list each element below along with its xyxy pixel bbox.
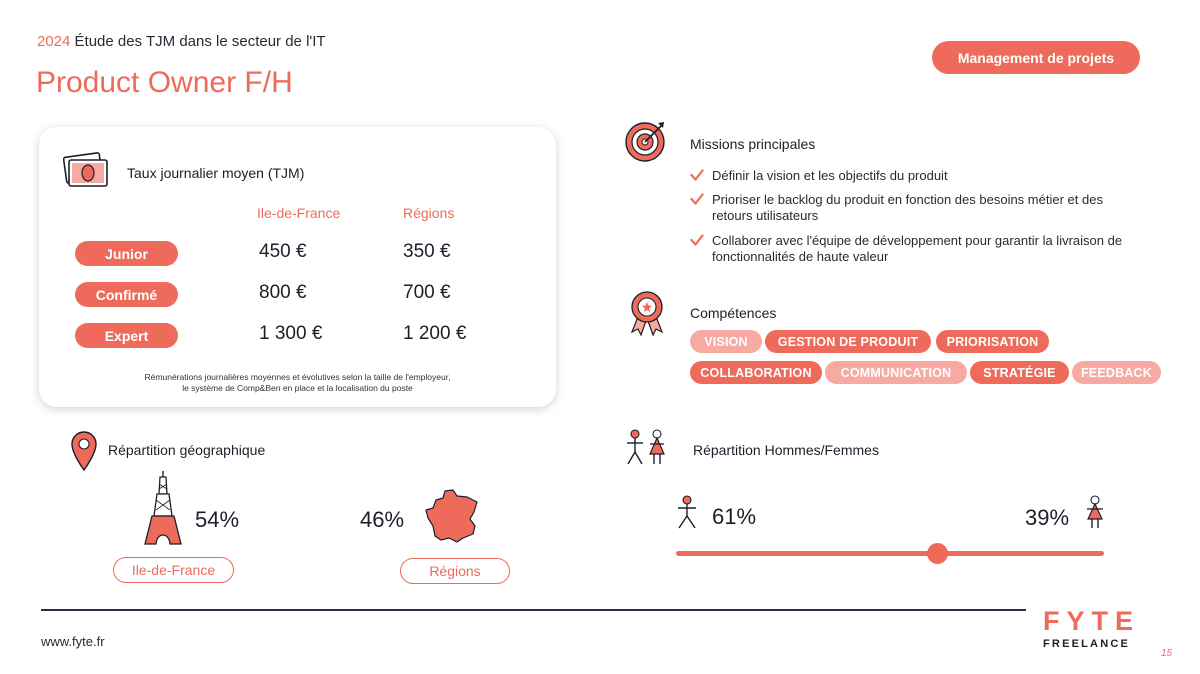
woman-icon — [1083, 495, 1107, 529]
report-year: 2024 — [37, 33, 71, 50]
category-badge[interactable]: Management de projets — [932, 41, 1140, 74]
skill-tag-vision: VISION — [690, 330, 762, 353]
tjm-value-confirme-regions: 700 € — [403, 282, 451, 303]
tjm-footnote-line1: Rémunérations journalières moyennes et évolutives selon la taille de l'employeur, — [144, 372, 451, 382]
tjm-heading: Taux journalier moyen (TJM) — [127, 165, 305, 181]
tjm-value-expert-idf: 1 300 € — [259, 323, 323, 344]
page-title: Product Owner F/H — [36, 66, 293, 99]
man-woman-icon — [624, 428, 670, 466]
tjm-footnote-line2: le système de Comp&Ben en place et la localisation du poste — [182, 383, 413, 393]
website-link[interactable]: www.fyte.fr — [41, 634, 105, 649]
report-subtitle-text: Étude des TJM dans le secteur de l'IT — [74, 33, 326, 50]
check-icon — [690, 233, 704, 247]
skill-tag-priorisation: PRIORISATION — [936, 330, 1049, 353]
mission-text: Collaborer avec l'équipe de développement pour garantir la livraison de fonctionnalités de haute valeur — [712, 233, 1123, 264]
idf-label-pill: Ile-de-France — [113, 557, 234, 583]
geo-title: Répartition géographique — [108, 442, 266, 458]
tjm-value-confirme-idf: 800 € — [259, 282, 307, 303]
page-number: 15 — [1161, 648, 1173, 659]
regions-percent: 46% — [360, 507, 405, 532]
gender-ratio-track — [676, 551, 1104, 556]
mission-item — [690, 168, 1130, 184]
missions-title: Missions principales — [690, 136, 816, 152]
skill-tag-feedback: FEEDBACK — [1072, 361, 1161, 384]
skills-title: Compétences — [690, 305, 777, 321]
column-header-idf: Ile-de-France — [257, 205, 341, 221]
mission-item — [690, 233, 1130, 265]
tjm-card — [39, 127, 556, 407]
map-pin-icon — [70, 430, 98, 472]
level-pill-confirme: Confirmé — [75, 282, 178, 307]
skill-tag-communication: COMMUNICATION — [825, 361, 967, 384]
regions-label-pill: Régions — [400, 558, 510, 584]
level-pill-expert: Expert — [75, 323, 178, 348]
tjm-footnote — [39, 372, 556, 394]
gender-ratio-marker — [927, 543, 948, 564]
skill-tag-gestion-produit: GESTION DE PRODUIT — [765, 330, 931, 353]
money-bills-icon — [63, 151, 113, 191]
award-rosette-icon — [627, 290, 667, 336]
tjm-value-junior-idf: 450 € — [259, 241, 307, 262]
brand-subtitle: FREELANCE — [1043, 638, 1131, 650]
report-subtitle — [37, 33, 326, 50]
mission-item — [690, 192, 1130, 224]
brand-logo: FYTE — [1043, 606, 1141, 636]
women-percent: 39% — [1025, 505, 1070, 530]
check-icon — [690, 192, 704, 206]
skill-tag-strategie: STRATÉGIE — [970, 361, 1069, 384]
level-pill-junior: Junior — [75, 241, 178, 266]
man-icon — [675, 495, 699, 529]
france-map-icon — [423, 488, 483, 544]
tjm-value-junior-regions: 350 € — [403, 241, 451, 262]
idf-percent: 54% — [195, 507, 240, 532]
target-icon — [624, 120, 668, 164]
footer-divider — [41, 609, 1026, 611]
skill-tag-collaboration: COLLABORATION — [690, 361, 822, 384]
tjm-value-expert-regions: 1 200 € — [403, 323, 467, 344]
gender-title: Répartition Hommes/Femmes — [693, 442, 879, 458]
eiffel-tower-icon — [143, 470, 183, 546]
mission-text: Définir la vision et les objectifs du produit — [712, 168, 948, 183]
column-header-regions: Régions — [403, 205, 455, 221]
check-icon — [690, 168, 704, 182]
mission-text: Prioriser le backlog du produit en fonction des besoins métier et des retours utilisateurs — [712, 192, 1103, 223]
men-percent: 61% — [712, 504, 757, 529]
